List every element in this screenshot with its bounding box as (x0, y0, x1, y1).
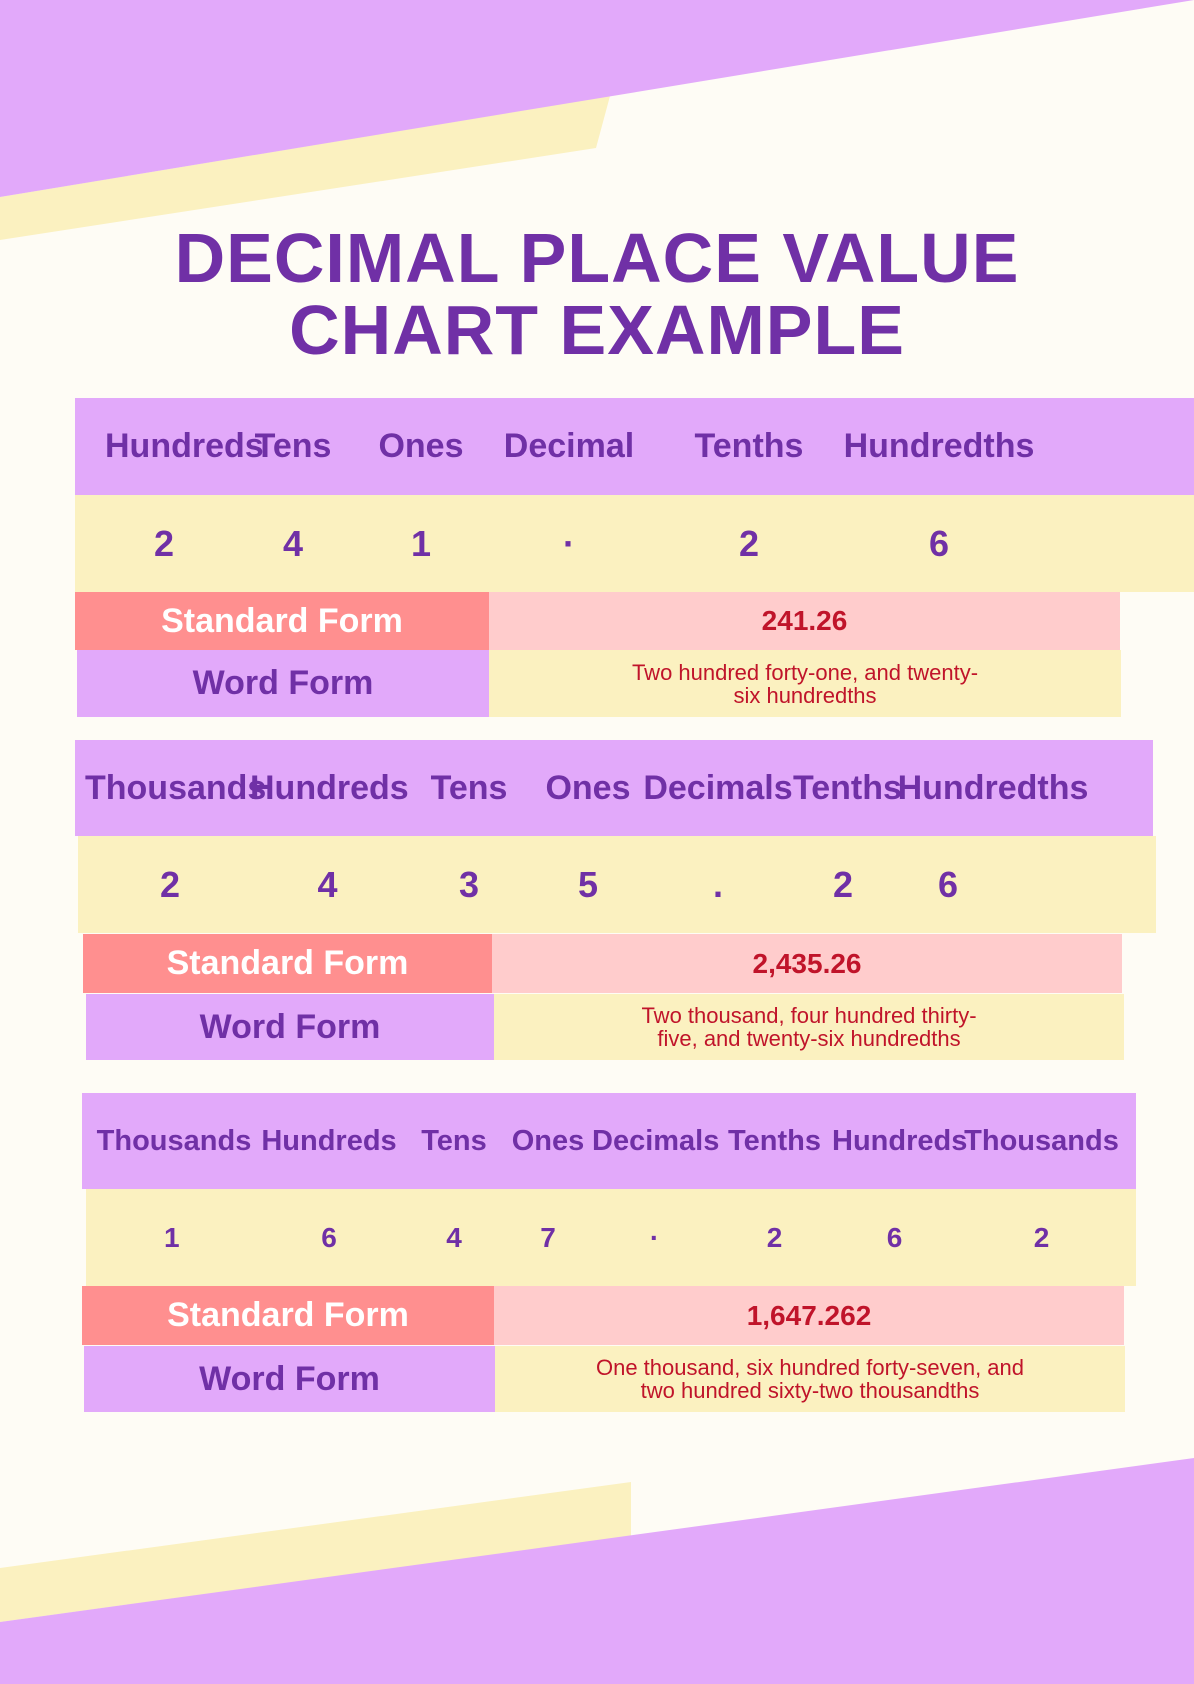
digit-cell: 3 (458, 863, 480, 905)
column-header: Hundreds (261, 1124, 397, 1157)
column-header: Ones (378, 427, 464, 465)
column-header: Thousands (964, 1124, 1119, 1157)
digit-cell: 1 (164, 1221, 180, 1253)
page-title (0, 219, 1194, 369)
column-header: Hundredths (843, 427, 1035, 465)
column-header: Thousands (85, 768, 267, 807)
table-2-digit-row (78, 836, 1156, 933)
word-form-label: Word Form (86, 994, 494, 1060)
digit-cell: 7 (540, 1221, 556, 1253)
standard-form-value: 2,435.26 (492, 934, 1122, 993)
column-header: Tens (254, 427, 332, 465)
column-header: Decimals (592, 1124, 720, 1157)
digit-cell: 6 (321, 1221, 337, 1253)
column-header: Tens (430, 768, 508, 807)
column-header: Hundreds (105, 427, 264, 465)
column-header: Tens (421, 1124, 487, 1157)
top-purple-shape (0, 0, 1194, 197)
word-form-value (495, 1346, 1125, 1412)
column-header: Tenths (793, 768, 902, 807)
table-2-header-row (75, 740, 1153, 836)
digit-cell: . (712, 863, 723, 905)
table-3-standard-form-row (82, 1286, 1124, 1345)
word-form-value (489, 650, 1121, 717)
digit-cell: 6 (938, 863, 959, 905)
table-2-word-form-row (86, 994, 1124, 1060)
column-header: Decimal (503, 427, 635, 465)
standard-form-label: Standard Form (83, 934, 492, 993)
table-2-standard-form-row (83, 934, 1122, 993)
standard-form-label: Standard Form (75, 592, 489, 650)
column-header: Decimals (643, 768, 793, 807)
word-form-text: One thousand, six hundred forty-seven, and two hundred sixty-two thousandths (595, 1355, 1025, 1403)
standard-form-value: 1,647.262 (494, 1286, 1124, 1345)
digit-cell: 2 (766, 1221, 783, 1253)
column-header: Tenths (694, 427, 804, 465)
table-1-word-form-row (77, 650, 1121, 717)
title-line-2: CHART EXAMPLE (289, 291, 905, 369)
title-line-1: DECIMAL PLACE VALUE (174, 219, 1020, 297)
word-form-text: Two thousand, four hundred thirty-five, and twenty-six hundredths (641, 1003, 977, 1051)
word-form-label: Word Form (77, 650, 489, 717)
digit-cell: 2 (160, 863, 181, 905)
table-3-digit-row (86, 1189, 1136, 1286)
column-header: Tenths (728, 1124, 821, 1157)
table-3-header-row (82, 1093, 1136, 1189)
digit-cell: 2 (738, 522, 760, 564)
column-header: Hundreds (250, 768, 409, 807)
digit-cell: 4 (446, 1221, 462, 1253)
table-1-standard-form-row (75, 592, 1120, 650)
standard-form-label: Standard Form (82, 1286, 494, 1345)
digit-cell: 2 (1033, 1221, 1050, 1253)
digit-cell: 2 (832, 863, 854, 905)
word-form-text: Two hundred forty-one, and twenty-six hundredths (631, 659, 979, 708)
digit-cell: 1 (410, 522, 432, 564)
word-form-value (494, 994, 1124, 1060)
digit-cell: 4 (282, 522, 304, 564)
table-3-word-form-row (84, 1346, 1125, 1412)
digit-cell: 4 (317, 863, 338, 905)
standard-form-value: 241.26 (489, 592, 1120, 650)
word-form-label: Word Form (84, 1346, 495, 1412)
digit-cell: · (649, 1221, 660, 1253)
digit-cell: 2 (153, 522, 175, 564)
digit-cell: 5 (577, 863, 599, 905)
digit-cell: 6 (886, 1221, 903, 1253)
column-header: Ones (511, 1124, 585, 1157)
column-header: Hundreds (832, 1124, 968, 1157)
table-1-digit-row (75, 495, 1194, 592)
column-header: Hundredths (897, 768, 1089, 807)
table-1-header-row (75, 398, 1194, 495)
column-header: Thousands (96, 1124, 252, 1157)
digit-cell: · (563, 522, 575, 564)
digit-cell: 6 (928, 522, 950, 564)
column-header: Ones (545, 768, 631, 807)
